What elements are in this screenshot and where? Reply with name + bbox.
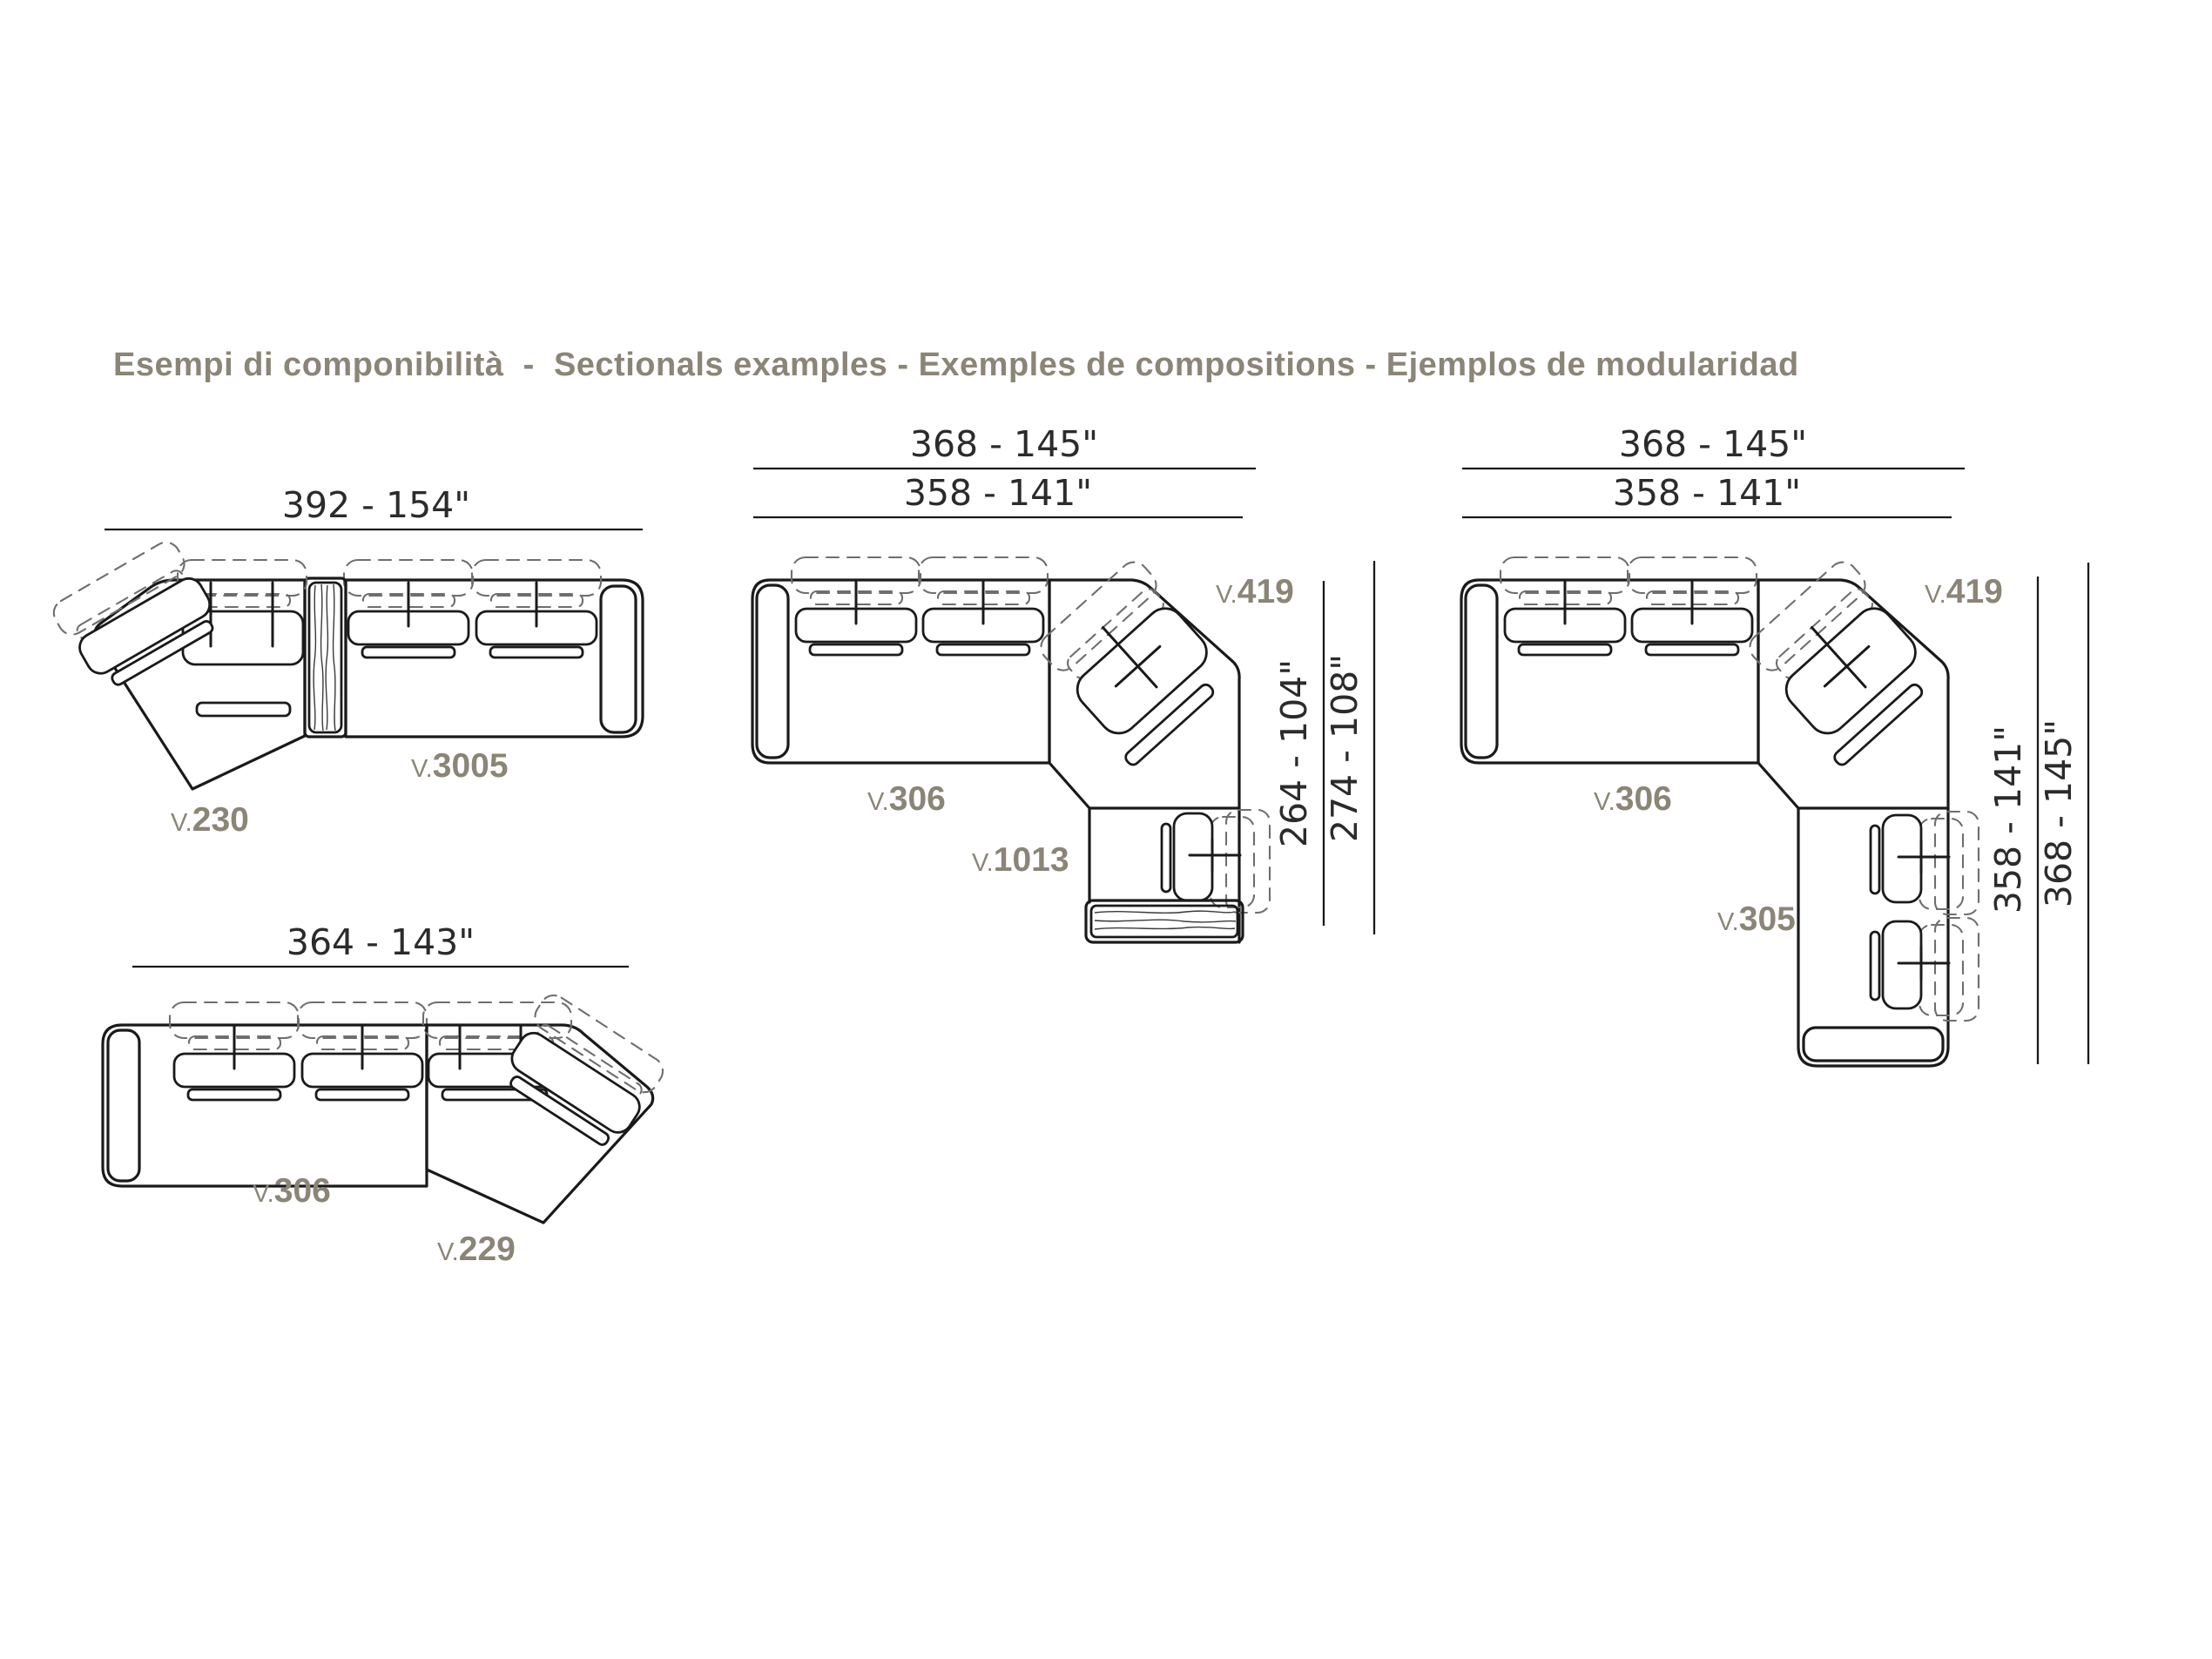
armrest-left <box>757 585 788 758</box>
armrest-left <box>1466 585 1497 758</box>
module-v230-drawing <box>49 536 307 789</box>
module-label-v305: V.305 <box>1717 900 1796 938</box>
dimension-label: 358 - 141" <box>1987 725 2029 914</box>
sectional-1 <box>49 484 643 839</box>
sectional-2-width-dimensions <box>753 423 1256 517</box>
module-label-v419: V.419 <box>1925 573 2003 610</box>
sectional-3-width-dimensions <box>1462 423 1965 517</box>
module-v306-drawing <box>103 1002 427 1186</box>
module-v305-drawing <box>1798 808 1979 1066</box>
wood-console <box>305 578 346 737</box>
wood-shelf <box>1086 900 1243 942</box>
dimension-label: 368 - 145" <box>2038 718 2080 908</box>
module-v229-drawing <box>423 990 668 1223</box>
module-label-v230: V.230 <box>171 801 249 839</box>
dimension-label: 274 - 108" <box>1324 653 1366 843</box>
sectional-4-width-dimension <box>132 921 629 967</box>
module-label-v306: V.306 <box>867 780 946 818</box>
module-label-v229: V.229 <box>437 1231 516 1268</box>
module-v419-drawing <box>1737 556 1948 808</box>
module-label-v306: V.306 <box>1594 780 1672 818</box>
sectional-4 <box>103 921 668 1268</box>
module-v306-drawing <box>1461 557 1758 763</box>
dimension-label: 358 - 141" <box>1612 472 1802 514</box>
module-v306-drawing <box>752 557 1049 763</box>
armrest-end <box>1804 1028 1943 1061</box>
module-label-v1013: V.1013 <box>972 841 1069 879</box>
dimension-label: 358 - 141" <box>903 472 1093 514</box>
sectional-3 <box>1461 423 2088 1066</box>
module-v1013-drawing <box>1086 808 1270 942</box>
sectional-2 <box>752 423 1374 942</box>
sectional-1-width-dimension <box>105 484 643 529</box>
page-title: Esempi di componibilità - Sectionals examples - Exemples de compositions - Ejemplos de modularidad <box>113 347 1799 383</box>
dimension-label: 364 - 143" <box>286 921 475 963</box>
dimension-label: 392 - 154" <box>281 484 471 526</box>
dimension-label: 368 - 145" <box>909 423 1099 465</box>
sectional-2-depth-dimensions <box>1273 561 1374 934</box>
module-label-v306: V.306 <box>253 1172 331 1210</box>
sectional-3-depth-dimensions <box>1987 563 2088 1064</box>
dimension-label: 368 - 145" <box>1618 423 1808 465</box>
module-label-v3005: V.3005 <box>411 747 509 785</box>
armrest-left <box>108 1030 139 1181</box>
module-label-v419: V.419 <box>1216 573 1294 610</box>
dimension-label: 264 - 104" <box>1273 658 1315 848</box>
module-v419-drawing <box>1028 556 1239 808</box>
module-v3005-drawing <box>344 560 643 737</box>
armrest-right <box>601 586 636 732</box>
